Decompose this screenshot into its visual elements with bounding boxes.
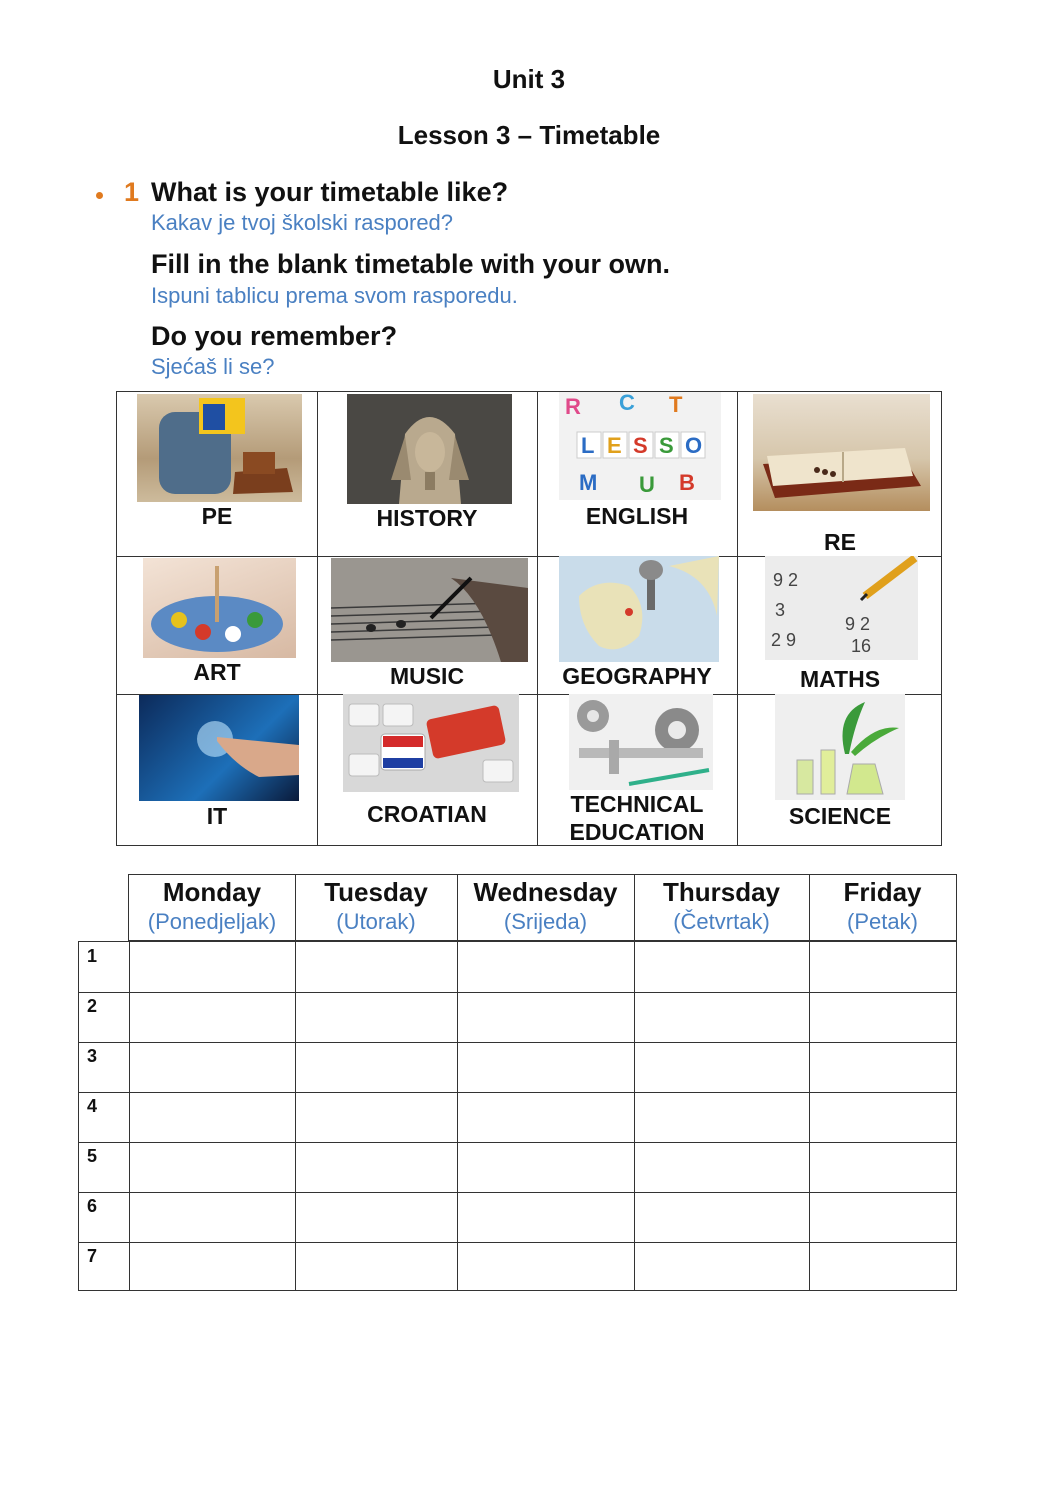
period-number: 7 bbox=[87, 1246, 98, 1266]
day-wednesday bbox=[457, 875, 634, 942]
keyboard-flag-photo bbox=[343, 694, 519, 792]
svg-text:E: E bbox=[607, 433, 622, 458]
svg-text:B: B bbox=[679, 470, 695, 495]
svg-text:M: M bbox=[579, 470, 598, 495]
day-name: Friday bbox=[843, 877, 922, 907]
lab-plants-photo bbox=[775, 694, 905, 800]
exercise-instruction-translation: Ispuni tablicu prema svom rasporedu. bbox=[151, 283, 518, 308]
day-translation: (Srijeda) bbox=[503, 909, 588, 934]
svg-text:16: 16 bbox=[851, 636, 872, 656]
subject-label-science: SCIENCE bbox=[788, 803, 892, 829]
day-name: Monday bbox=[162, 877, 262, 907]
subject-label-music: MUSIC bbox=[389, 663, 465, 689]
timetable-header bbox=[128, 874, 957, 941]
subject-label-history: HISTORY bbox=[376, 505, 478, 531]
exercise-prompt-translation: Sjećaš li se? bbox=[151, 354, 275, 379]
svg-text:L: L bbox=[581, 433, 595, 458]
exercise-instruction: Fill in the blank timetable with your own. bbox=[151, 249, 671, 279]
svg-text:9 2: 9 2 bbox=[773, 570, 799, 590]
period-number: 4 bbox=[87, 1096, 98, 1116]
svg-text:S: S bbox=[659, 433, 674, 458]
period-number: 1 bbox=[87, 946, 98, 966]
pharaoh-statue-photo bbox=[347, 394, 512, 504]
timetable-grid bbox=[78, 941, 957, 1291]
bullet-icon bbox=[96, 192, 103, 199]
day-name: Thursday bbox=[662, 877, 781, 907]
svg-text:S: S bbox=[633, 433, 648, 458]
svg-text:U: U bbox=[639, 472, 655, 497]
day-thursday bbox=[634, 875, 809, 942]
letter-tiles-photo bbox=[559, 392, 721, 500]
subject-label-technical: TECHNICAL bbox=[570, 791, 704, 817]
day-friday bbox=[809, 875, 956, 942]
subject-label-croatian: CROATIAN bbox=[367, 801, 487, 827]
lesson-title: Lesson 3 – Timetable bbox=[397, 120, 661, 150]
subject-label-education: EDUCATION bbox=[569, 819, 705, 845]
day-name: Wednesday bbox=[473, 877, 618, 907]
paint-palette-photo bbox=[143, 558, 296, 658]
svg-text:R: R bbox=[565, 394, 581, 419]
day-translation: (Ponedjeljak) bbox=[147, 909, 277, 934]
subject-label-re: RE bbox=[824, 529, 856, 555]
exercise-prompt: Do you remember? bbox=[151, 321, 398, 351]
svg-text:2 9: 2 9 bbox=[771, 630, 797, 650]
day-translation: (Utorak) bbox=[336, 909, 416, 934]
svg-text:T: T bbox=[669, 392, 683, 417]
subject-label-pe: PE bbox=[201, 503, 233, 529]
exercise-question: What is your timetable like? bbox=[151, 177, 509, 207]
subject-label-art: ART bbox=[193, 659, 241, 685]
svg-text:C: C bbox=[619, 392, 635, 415]
subject-label-geography: GEOGRAPHY bbox=[562, 663, 712, 689]
bible-rosary-photo bbox=[753, 394, 930, 511]
period-number: 2 bbox=[87, 996, 98, 1016]
subject-label-maths: MATHS bbox=[799, 666, 881, 692]
svg-text:3: 3 bbox=[775, 600, 786, 620]
day-tuesday bbox=[295, 875, 457, 942]
day-monday bbox=[129, 875, 295, 942]
backpack-sneakers-photo bbox=[137, 394, 302, 502]
unit-title: Unit 3 bbox=[492, 64, 566, 94]
period-number: 5 bbox=[87, 1146, 98, 1166]
period-number: 3 bbox=[87, 1046, 98, 1066]
subject-grid bbox=[116, 391, 942, 846]
math-paper-photo bbox=[765, 556, 918, 660]
subject-label-english: ENGLISH bbox=[585, 503, 689, 529]
exercise-number: 1 bbox=[124, 177, 140, 207]
svg-text:9 2: 9 2 bbox=[845, 614, 871, 634]
day-name: Tuesday bbox=[324, 877, 428, 907]
touchscreen-finger-photo bbox=[139, 695, 299, 801]
day-translation: (Petak) bbox=[847, 909, 918, 934]
map-pin-photo bbox=[559, 556, 719, 662]
caliper-gears-photo bbox=[569, 694, 713, 790]
exercise-question-translation: Kakav je tvoj školski raspored? bbox=[151, 210, 454, 235]
svg-text:O: O bbox=[685, 433, 703, 458]
sheet-music-photo bbox=[331, 558, 528, 662]
period-number: 6 bbox=[87, 1196, 98, 1216]
day-translation: (Četvrtak) bbox=[673, 909, 770, 934]
subject-label-it: IT bbox=[206, 803, 228, 829]
